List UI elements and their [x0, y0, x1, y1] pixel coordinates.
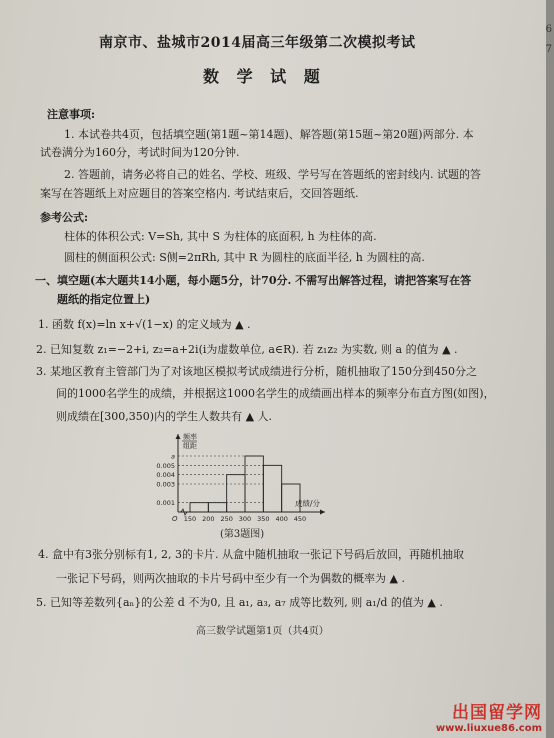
- question-3: 则成绩在[300,350)内的学生人数共有 ▲ 人.: [56, 410, 273, 423]
- x-tick-label: 400: [275, 515, 288, 523]
- exam-subtitle: 数 学 试 题: [203, 67, 326, 86]
- question-5: 5. 已知等差数列{aₙ}的公差 d 不为0, 且 a₁, a₃, a₇ 成等比数列, 则 a₁/d 的值为 ▲ .: [36, 596, 443, 609]
- y-tick-label: 0.003: [156, 480, 175, 489]
- x-tick-label: 300: [238, 515, 252, 523]
- histogram-labels: [156, 432, 320, 523]
- formula-line: 圆柱的侧面积公式: S侧=2πRh, 其中 R 为圆柱的底面半径, h 为圆柱的高.: [64, 251, 425, 264]
- notes-line: 案写在答题纸上对应题目的答案空格内. 考试结束后，交回答题纸.: [40, 187, 359, 200]
- x-tick-label: 250: [220, 515, 233, 523]
- margin-mark: 6: [545, 24, 552, 35]
- question-4: 一张记下号码，则两次抽取的卡片号码中至少有一个为偶数的概率为 ▲ .: [56, 572, 405, 585]
- y-tick-label: 0.005: [156, 461, 175, 470]
- histogram-bar: [263, 465, 281, 512]
- notes-line: 1. 本试卷共4页，包括填空题(第1题~第14题)、解答题(第15题~第20题)两部分. 本: [64, 128, 474, 141]
- question-3: 间的1000名学生的成绩，并根据这1000名学生的成绩画出样本的频率分布直方图(如图)，: [56, 387, 495, 400]
- y-axis-arrow: [176, 434, 181, 439]
- section-heading: 题纸的指定位置上): [57, 293, 151, 306]
- histogram-bar: [190, 503, 208, 512]
- y-axis-label-top: 频率: [183, 433, 197, 441]
- question-4: 4. 盒中有3张分别标有1, 2, 3的卡片. 从盒中随机抽取一张记下号码后放回，再随机抽取: [38, 548, 464, 561]
- histogram-bar: [208, 503, 226, 512]
- notes-line: 试卷满分为160分，考试时间为120分钟.: [40, 146, 240, 159]
- question-1: 1. 函数 f(x)=ln x+√(1−x) 的定义域为 ▲ .: [38, 318, 251, 331]
- y-axis-label-bottom: 组距: [183, 442, 197, 450]
- watermark: [436, 698, 542, 734]
- y-tick-label: 0.004: [156, 471, 175, 480]
- x-tick-label: 450: [293, 515, 307, 523]
- margin-mark: 7: [545, 44, 552, 55]
- notes-heading: 注意事项:: [47, 108, 96, 121]
- watermark-url: www.liuxue86.com: [435, 723, 542, 734]
- formulas-heading: 参考公式:: [40, 211, 89, 224]
- notes-line: 2. 答题前，请务必将自己的姓名、学校、班级、学号写在答题纸的密封线内. 试题的答: [64, 168, 481, 181]
- exam-title: 南京市、盐城市2014届高三年级第二次模拟考试: [99, 35, 416, 51]
- x-tick-label: 350: [257, 515, 270, 523]
- histogram-figure: [150, 428, 400, 528]
- x-tick-label: 150: [183, 515, 197, 523]
- page-edge: [546, 0, 554, 738]
- y-tick-label: a: [171, 452, 175, 461]
- x-tick-label: 200: [202, 515, 215, 523]
- question-2: 2. 已知复数 z₁=−2+i, z₂=a+2i(i为虚数单位, a∈R). 若 z₁z₂ 为实数, 则 a 的值为 ▲ .: [36, 343, 458, 356]
- origin-label: O: [172, 515, 178, 523]
- figure-caption: (第3题图): [220, 529, 265, 540]
- y-tick-label: 0.001: [156, 499, 175, 508]
- section-heading: 一、填空题(本大题共14小题，每小题5分，计70分. 不需写出解答过程，请把答案写在答: [35, 274, 472, 287]
- formula-line: 柱体的体积公式: V=Sh, 其中 S 为柱体的底面积, h 为柱体的高.: [64, 230, 377, 243]
- watermark-title: 出国留学网: [452, 703, 542, 723]
- histogram-bar: [227, 475, 245, 512]
- question-3: 3. 某地区教育主管部门为了对该地区模拟考试成绩进行分析，随机抽取了150分到450分之: [36, 365, 477, 378]
- x-axis-label: 成绩/分: [295, 499, 321, 508]
- page-footer: 高三数学试题第1页（共4页）: [196, 626, 329, 637]
- x-axis-arrow: [320, 510, 325, 515]
